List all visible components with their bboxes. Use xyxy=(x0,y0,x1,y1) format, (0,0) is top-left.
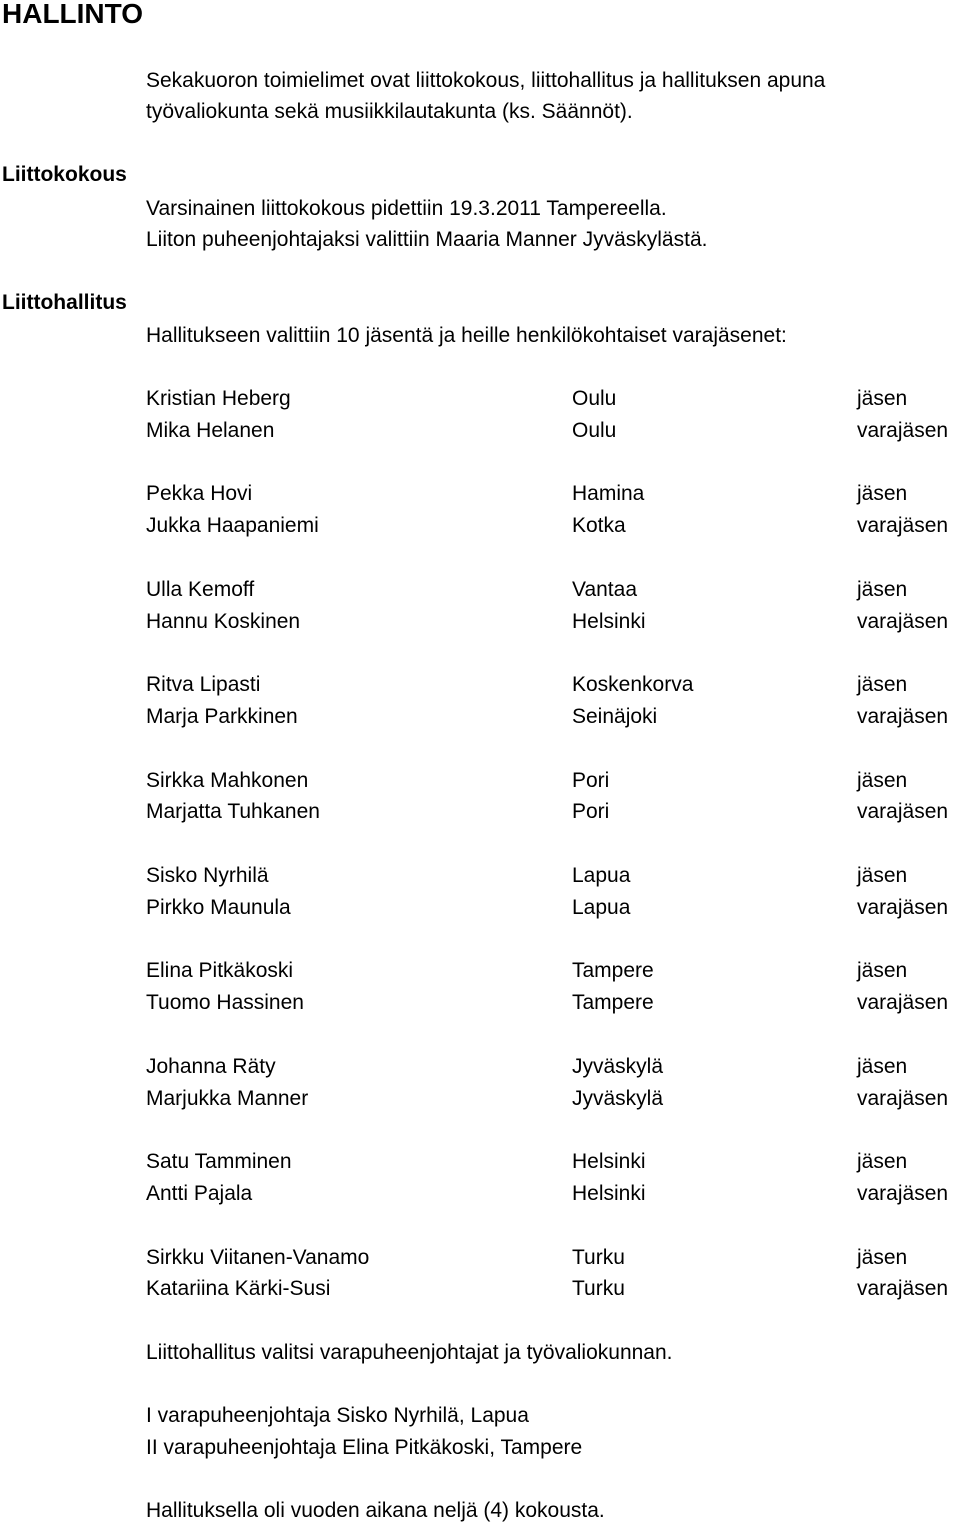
member-name: Satu Tamminen xyxy=(146,1150,292,1174)
member-role: varajäsen xyxy=(857,609,949,633)
member-role: jäsen xyxy=(857,577,908,601)
member-role: jäsen xyxy=(857,673,908,697)
member-city: Pori xyxy=(572,768,610,792)
member-city: Koskenkorva xyxy=(572,673,694,697)
vice-chair-1: I varapuheenjohtaja Sisko Nyrhilä, Lapua xyxy=(146,1404,529,1427)
liittokokous-line-1: Varsinainen liittokokous pidettiin 19.3.2011 Tampereella. xyxy=(146,197,667,220)
member-row xyxy=(0,765,960,797)
member-role: varajäsen xyxy=(857,514,949,538)
member-name: Kristian Heberg xyxy=(146,387,291,410)
member-city: Turku xyxy=(572,1245,625,1269)
member-name: Sirkku Viitanen-Vanamo xyxy=(146,1245,370,1269)
member-name: Marja Parkkinen xyxy=(146,705,298,728)
member-role: varajäsen xyxy=(857,705,949,728)
member-city: Tampere xyxy=(572,959,654,983)
member-role: jäsen xyxy=(857,864,908,887)
member-name: Johanna Räty xyxy=(146,1054,276,1078)
member-row xyxy=(0,892,960,924)
member-role: varajäsen xyxy=(857,895,949,919)
member-city: Seinäjoki xyxy=(572,705,658,728)
member-row xyxy=(0,669,960,701)
member-row xyxy=(0,987,960,1019)
member-name: Marjatta Tuhkanen xyxy=(146,800,320,824)
member-city: Tampere xyxy=(572,991,654,1015)
member-role: varajäsen xyxy=(857,991,949,1015)
member-name: Sisko Nyrhilä xyxy=(146,864,269,887)
member-role: jäsen xyxy=(857,482,908,506)
member-role: varajäsen xyxy=(857,1086,949,1110)
member-row xyxy=(0,1178,960,1210)
member-name: Jukka Haapaniemi xyxy=(146,514,319,538)
vice-chair-2: II varapuheenjohtaja Elina Pitkäkoski, Tampere xyxy=(146,1436,583,1459)
member-row xyxy=(0,574,960,606)
member-city: Pori xyxy=(572,800,610,824)
member-city: Helsinki xyxy=(572,1150,646,1174)
member-row xyxy=(0,415,960,447)
member-city: Turku xyxy=(572,1277,625,1301)
page-title: HALLINTO xyxy=(2,0,144,29)
member-row xyxy=(0,1146,960,1178)
member-city: Hamina xyxy=(572,482,645,506)
member-row xyxy=(0,860,960,892)
member-city: Oulu xyxy=(572,387,617,410)
member-role: varajäsen xyxy=(857,800,949,824)
section-heading-liittohallitus: Liittohallitus xyxy=(2,291,127,314)
liittohallitus-outro: Liittohallitus valitsi varapuheenjohtajat ja työvaliokunnan. xyxy=(146,1341,673,1364)
member-role: jäsen xyxy=(857,768,908,792)
member-row xyxy=(0,1242,960,1274)
member-city: Lapua xyxy=(572,895,631,919)
member-name: Tuomo Hassinen xyxy=(146,991,304,1015)
member-name: Katariina Kärki-Susi xyxy=(146,1277,331,1301)
member-row xyxy=(0,1083,960,1115)
member-role: jäsen xyxy=(857,1054,908,1078)
member-name: Marjukka Manner xyxy=(146,1086,309,1110)
member-row xyxy=(0,955,960,987)
member-row xyxy=(0,606,960,638)
member-row xyxy=(0,1051,960,1083)
intro-line-1: Sekakuoron toimielimet ovat liittokokous, liittohallitus ja hallituksen apuna xyxy=(146,69,826,92)
meetings-note: Hallituksella oli vuoden aikana neljä (4) kokousta. xyxy=(146,1499,605,1522)
member-role: varajäsen xyxy=(857,418,949,442)
member-row xyxy=(0,478,960,510)
member-name: Ritva Lipasti xyxy=(146,673,261,697)
member-role: jäsen xyxy=(857,1245,908,1269)
member-name: Hannu Koskinen xyxy=(146,609,301,633)
member-name: Elina Pitkäkoski xyxy=(146,959,294,983)
member-role: varajäsen xyxy=(857,1182,949,1205)
member-role: jäsen xyxy=(857,1150,908,1174)
member-city: Vantaa xyxy=(572,577,637,601)
member-row xyxy=(0,1273,960,1305)
member-name: Pekka Hovi xyxy=(146,482,253,506)
member-city: Lapua xyxy=(572,864,631,887)
member-role: varajäsen xyxy=(857,1277,949,1301)
member-name: Antti Pajala xyxy=(146,1182,253,1205)
member-row xyxy=(0,796,960,828)
member-city: Jyväskylä xyxy=(572,1054,664,1078)
member-name: Ulla Kemoff xyxy=(146,577,255,601)
member-city: Jyväskylä xyxy=(572,1086,664,1110)
member-city: Kotka xyxy=(572,514,626,538)
member-row xyxy=(0,383,960,415)
member-role: jäsen xyxy=(857,387,908,410)
liittohallitus-intro: Hallitukseen valittiin 10 jäsentä ja heille henkilökohtaiset varajäsenet: xyxy=(146,324,787,347)
member-name: Mika Helanen xyxy=(146,418,275,442)
member-city: Oulu xyxy=(572,418,617,442)
member-row xyxy=(0,510,960,542)
liittokokous-line-2: Liiton puheenjohtajaksi valittiin Maaria Manner Jyväskylästä. xyxy=(146,228,708,251)
member-name: Sirkka Mahkonen xyxy=(146,768,309,792)
member-name: Pirkko Maunula xyxy=(146,895,291,919)
member-role: jäsen xyxy=(857,959,908,983)
section-heading-liittokokous: Liittokokous xyxy=(2,163,127,186)
member-city: Helsinki xyxy=(572,1182,646,1205)
intro-line-2: työvaliokunta sekä musiikkilautakunta (ks. Säännöt). xyxy=(146,100,633,123)
member-city: Helsinki xyxy=(572,609,646,633)
member-row xyxy=(0,701,960,733)
